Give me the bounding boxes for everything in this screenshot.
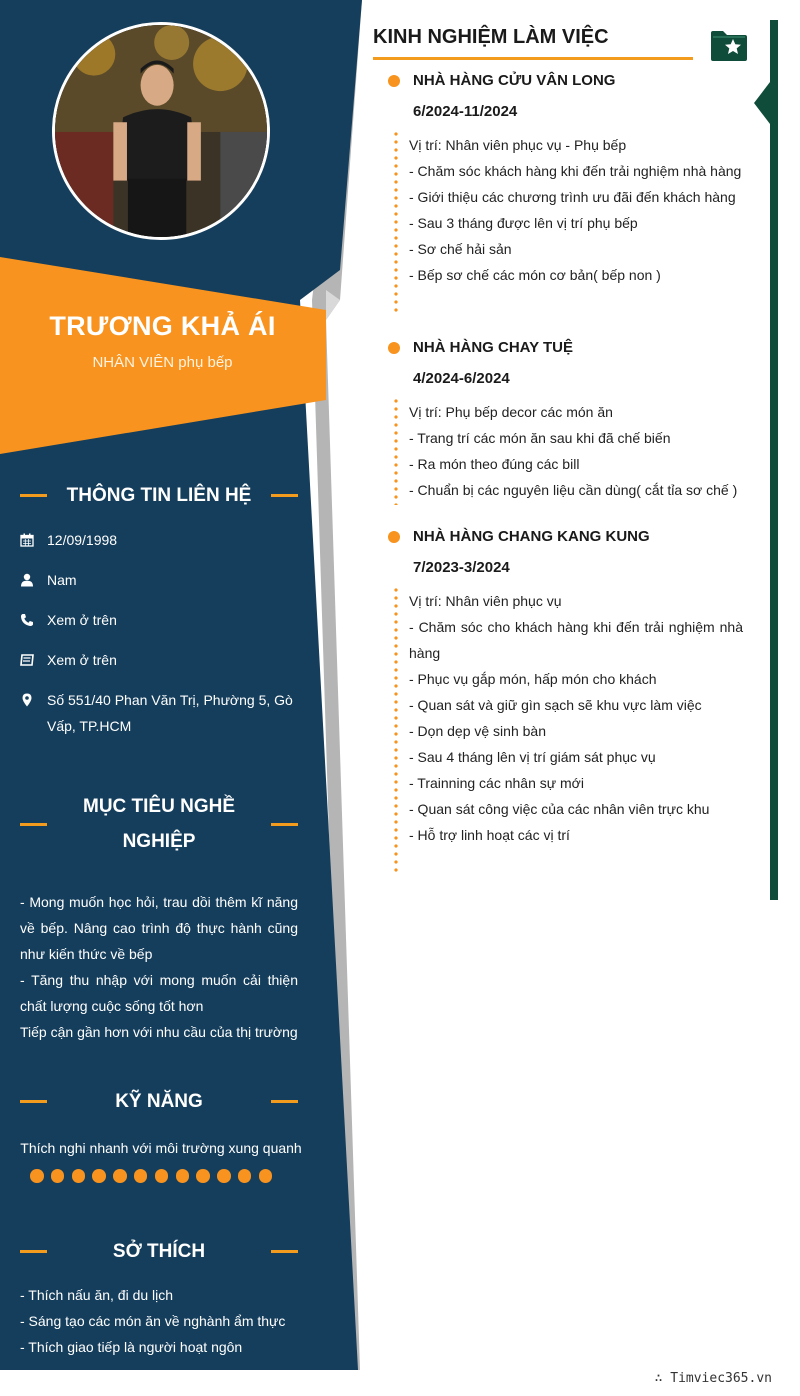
objective-line: - Tăng thu nhập với mong muốn cải thiện chất lượng cuộc sống tốt hơn [20, 972, 298, 1014]
watermark: ∴ Timviec365.vn [654, 1371, 772, 1386]
job-3-company: NHÀ HÀNG CHANG KANG KUNG [413, 528, 650, 545]
skill-dot [176, 1169, 190, 1183]
avatar [52, 22, 270, 240]
job-line: - Chăm sóc khách hàng khi đến trải nghiệm nhà hàng [409, 163, 742, 179]
skill-level-rating [30, 1169, 272, 1183]
job-line: - Quan sát và giữ gìn sạch sẽ khu vực làm việc [409, 697, 702, 713]
user-icon [20, 567, 47, 593]
timeline-bullet [388, 342, 400, 354]
job-1-company: NHÀ HÀNG CỬU VÂN LONG [413, 72, 616, 89]
birthdate-value: 12/09/1998 [47, 532, 118, 548]
timeline-dotted-line [394, 586, 398, 876]
job-3-description [409, 588, 743, 848]
timeline-bullet [388, 531, 400, 543]
objective-text [20, 889, 298, 1045]
heading-dash-right [271, 1250, 298, 1253]
job-line: - Sau 3 tháng được lên vị trí phụ bếp [409, 215, 638, 231]
objective-heading [20, 789, 298, 859]
email-icon [20, 647, 47, 673]
skill-dot [92, 1169, 106, 1183]
hobbies-heading [20, 1234, 298, 1269]
skills-heading-text: KỸ NĂNG [115, 1091, 203, 1112]
timeline-dotted-line [394, 397, 398, 505]
job-line: - Dọn dẹp vệ sinh bàn [409, 723, 546, 739]
job-2-company: NHÀ HÀNG CHAY TUỆ [413, 339, 574, 356]
email-value: Xem ở trên [47, 652, 117, 668]
job-line: - Ra món theo đúng các bill [409, 456, 580, 472]
objective-line: - Mong muốn học hỏi, trau dồi thêm kĩ năng về bếp. Nâng cao trình độ thực hành cũng như kiến thức về bếp [20, 894, 298, 962]
hobbies-text [20, 1282, 298, 1360]
right-accent-tab [754, 82, 778, 124]
skill-dot [72, 1169, 86, 1183]
contact-phone [20, 607, 310, 633]
job-line: Vị trí: Nhân viên phục vụ - Phụ bếp [409, 137, 627, 153]
contact-birthdate [20, 527, 310, 553]
heading-dash-left [20, 494, 47, 497]
skill-dot [155, 1169, 169, 1183]
contact-email [20, 647, 310, 673]
candidate-title: NHÂN VIÊN phụ bếp [92, 354, 233, 371]
job-line: - Giới thiệu các chương trình ưu đãi đến khách hàng [409, 189, 736, 205]
skill-dot [196, 1169, 210, 1183]
calendar-icon [20, 527, 47, 553]
job-line: - Bếp sơ chế các món cơ bản( bếp non ) [409, 267, 661, 283]
address-value: Số 551/40 Phan Văn Trị, Phường 5, Gò Vấp, TP.HCM [47, 692, 293, 734]
job-line: - Sau 4 tháng lên vị trí giám sát phục vụ [409, 749, 656, 765]
job-3-heading [388, 528, 650, 545]
job-line: - Quan sát công việc của các nhân viên trực khu [409, 801, 710, 817]
job-1-description [409, 132, 743, 288]
heading-dash-right [271, 1100, 298, 1103]
job-line: Vị trí: Nhân viên phục vụ [409, 593, 562, 609]
heading-dash-right [271, 494, 298, 497]
hobby-line: - Sáng tạo các món ăn về nghành ẩm thực [20, 1313, 286, 1329]
job-line: - Chăm sóc cho khách hàng khi đến trải nghiệm nhà hàng [409, 619, 743, 661]
experience-heading: KINH NGHIỆM LÀM VIỆC [373, 26, 609, 48]
skills-heading [20, 1084, 298, 1119]
skill-dot [238, 1169, 252, 1183]
heading-dash-left [20, 823, 47, 826]
candidate-name: TRƯƠNG KHẢ ÁI [49, 311, 276, 341]
job-line: - Hỗ trợ linh hoạt các vị trí [409, 827, 570, 843]
contact-gender [20, 567, 310, 593]
job-3-period: 7/2023-3/2024 [413, 559, 510, 576]
timeline-bullet [388, 75, 400, 87]
job-line: - Chuẩn bị các nguyên liệu cần dùng( cắt tỉa sơ chế ) [409, 482, 738, 498]
skill-name: Thích nghi nhanh với môi trường xung quanh [20, 1140, 302, 1156]
skill-dot [259, 1169, 273, 1183]
experience-underline [373, 57, 693, 60]
job-2-heading [388, 339, 573, 356]
profile-photo [55, 25, 267, 237]
skill-dot [217, 1169, 231, 1183]
heading-dash-right [271, 823, 298, 826]
job-line: - Phục vụ gắp món, hấp món cho khách [409, 671, 657, 687]
contact-address [20, 687, 310, 739]
timeline-dotted-line [394, 130, 398, 314]
objective-heading-text [47, 789, 271, 859]
location-pin-icon [20, 687, 47, 739]
skill-dot [113, 1169, 127, 1183]
hobby-line: - Thích nấu ăn, đi du lịch [20, 1287, 174, 1303]
objective-heading-line1: MỤC TIÊU NGHỀ [83, 796, 235, 817]
skill-dot [51, 1169, 65, 1183]
folder-star-icon [709, 27, 749, 63]
skill-dot [134, 1169, 148, 1183]
job-1-heading [388, 72, 615, 89]
right-accent-bar [770, 20, 778, 900]
job-2-period: 4/2024-6/2024 [413, 370, 510, 387]
objective-heading-line2: NGHIỆP [122, 831, 196, 852]
sidebar [0, 0, 330, 1370]
job-2-description [409, 399, 743, 503]
phone-icon [20, 607, 47, 633]
job-line: - Trainning các nhân sự mới [409, 775, 584, 791]
skill-dot [30, 1169, 44, 1183]
hobby-line: - Thích giao tiếp là người hoạt ngôn [20, 1339, 243, 1355]
phone-value: Xem ở trên [47, 612, 117, 628]
contact-heading [20, 478, 298, 513]
gender-value: Nam [47, 572, 77, 588]
contact-heading-text: THÔNG TIN LIÊN HỆ [66, 485, 252, 506]
job-line: Vị trí: Phụ bếp decor các món ăn [409, 404, 613, 420]
job-line: - Trang trí các món ăn sau khi đã chế biến [409, 430, 671, 446]
heading-dash-left [20, 1250, 47, 1253]
objective-line: Tiếp cận gần hơn với nhu cầu của thị trường [20, 1024, 298, 1040]
job-line: - Sơ chế hải sản [409, 241, 512, 257]
job-1-period: 6/2024-11/2024 [413, 103, 518, 120]
hobbies-heading-text: SỞ THÍCH [112, 1241, 206, 1262]
heading-dash-left [20, 1100, 47, 1103]
